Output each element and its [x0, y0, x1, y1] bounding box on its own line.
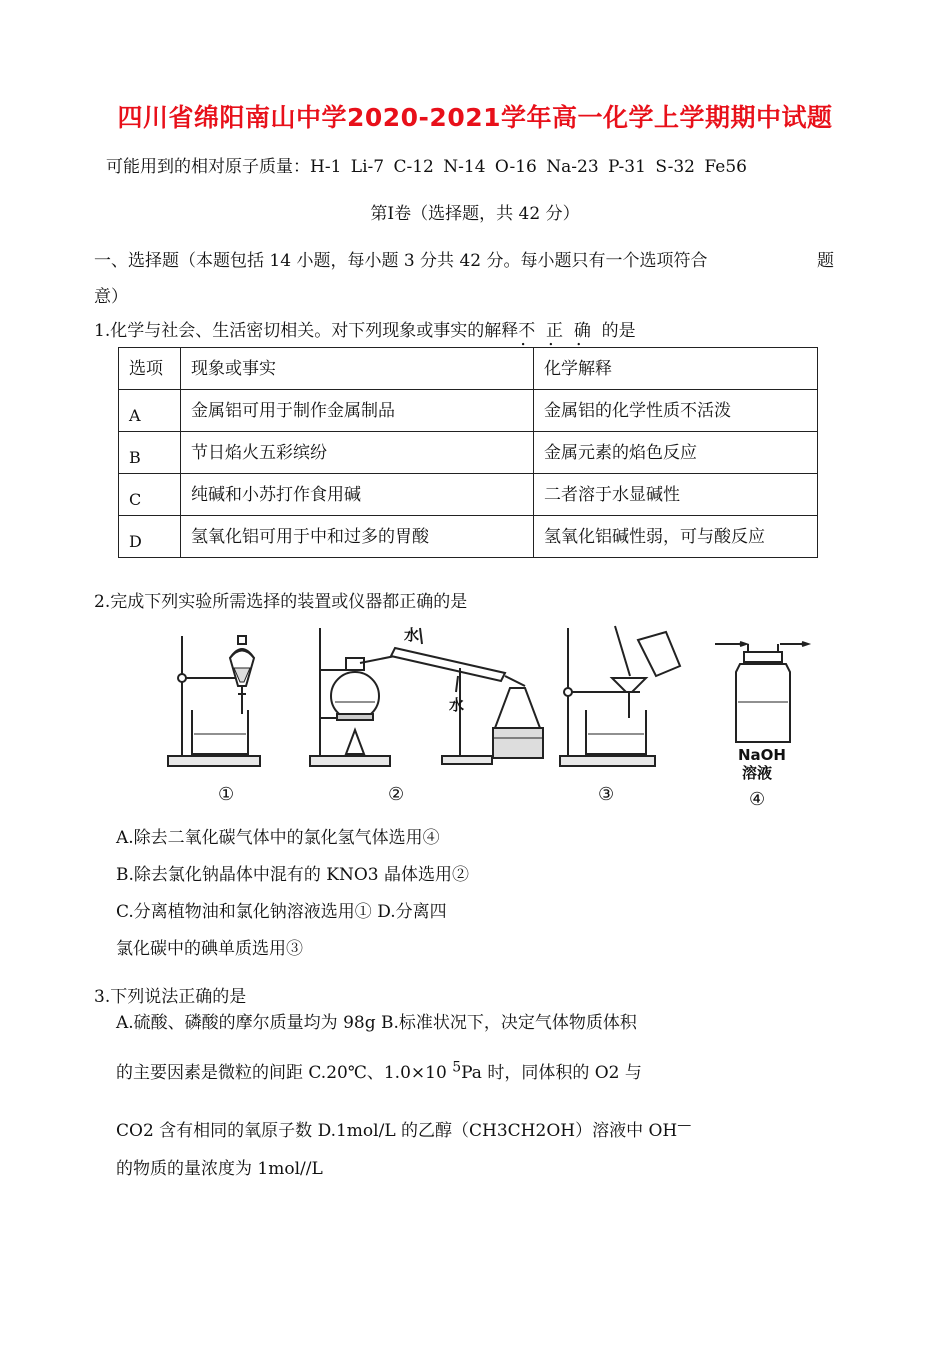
- table-row: [119, 516, 818, 558]
- question-3-line2-b: Pa 时，同体积的 O2 与: [461, 1063, 642, 1083]
- figure-label-2: ②: [388, 784, 405, 805]
- emphasis-char: 不: [518, 321, 536, 341]
- atomic-masses: 可能用到的相对原子质量：H-1 Li-7 C-12 N-14 O-16 Na-23 P-31 S-32 Fe56: [106, 157, 747, 177]
- explanation-cell: 金属元素的焰色反应: [534, 432, 818, 474]
- question-3-line4: 的物质的量浓度为 1mol//L: [116, 1159, 323, 1179]
- question-1-table: [118, 347, 818, 558]
- table-row: [119, 474, 818, 516]
- solution-label: 溶液: [742, 764, 773, 782]
- option-cell: D: [119, 516, 181, 558]
- question-3-stem: 3.下列说法正确的是: [94, 987, 247, 1007]
- option-cell: A: [119, 390, 181, 432]
- table-row: [119, 390, 818, 432]
- header-cell: 选项: [119, 348, 181, 390]
- emphasis-char: 正: [546, 321, 564, 341]
- section-heading: 第Ⅰ卷（选择题，共 42 分）: [370, 204, 580, 224]
- instructions-line1: [94, 246, 834, 271]
- option-d: 氯化碳中的碘单质选用③: [116, 939, 303, 959]
- question-3-line1: A.硫酸、磷酸的摩尔质量均为 98g B.标准状况下，决定气体物质体积: [116, 1013, 637, 1033]
- instructions-text: 一、选择题（本题包括 14 小题，每小题 3 分共 42 分。每小题只有一个选项符合: [94, 251, 708, 271]
- fact-cell: 纯碱和小苏打作食用碱: [181, 474, 534, 516]
- question-1-prefix: 1.化学与社会、生活密切相关。对下列现象或事实的解释: [94, 321, 519, 341]
- header-cell: 现象或事实: [181, 348, 534, 390]
- charge-sign: —: [677, 1117, 692, 1134]
- water-label: 水: [449, 696, 465, 714]
- figure-label-4: ④: [749, 789, 766, 808]
- option-a: A.除去二氧化碳气体中的氯化氢气体选用④: [116, 828, 440, 848]
- option-b: B.除去氯化钠晶体中混有的 KNO3 晶体选用②: [116, 865, 470, 885]
- question-1-stem: [94, 316, 636, 341]
- question-3-line3: [116, 1116, 691, 1141]
- fact-cell: 金属铝可用于制作金属制品: [181, 390, 534, 432]
- distillation-apparatus: [310, 628, 543, 766]
- figure-label-1: ①: [218, 784, 235, 805]
- question-1-suffix: 的是: [601, 321, 636, 341]
- question-3-line2: [116, 1058, 642, 1083]
- explanation-cell: 氢氧化铝碱性弱，可与酸反应: [534, 516, 818, 558]
- document-title: 四川省绵阳南山中学2020-2021学年高一化学上学期期中试题: [117, 103, 833, 132]
- question-3-line3-text: CO2 含有相同的氧原子数 D.1mol/L 的乙醇（CH3CH2OH）溶液中 OH: [116, 1121, 678, 1141]
- question-3-line2-a: 的主要因素是微粒的间距 C.20℃、1.0×10: [116, 1063, 447, 1083]
- fact-cell: 氢氧化铝可用于中和过多的胃酸: [181, 516, 534, 558]
- instructions-line2: 意）: [94, 287, 128, 307]
- explanation-cell: 金属铝的化学性质不活泼: [534, 390, 818, 432]
- explanation-cell: 二者溶于水显碱性: [534, 474, 818, 516]
- figure-label-3: ③: [598, 784, 615, 805]
- option-cell: C: [119, 474, 181, 516]
- gas-washing-bottle: [715, 642, 808, 742]
- naoh-label: NaOH: [738, 746, 786, 764]
- exponent: 5: [452, 1059, 462, 1076]
- table-row: [119, 432, 818, 474]
- question-2-stem: 2.完成下列实验所需选择的装置或仪器都正确的是: [94, 592, 468, 612]
- filtration-apparatus: [560, 626, 680, 766]
- table-header-row: [119, 348, 818, 390]
- water-label: 水: [404, 626, 420, 644]
- emphasis-char: 确: [573, 321, 591, 341]
- instructions-tail: 题: [817, 251, 834, 271]
- option-c: C.分离植物油和氯化钠溶液选用① D.分离四: [116, 902, 447, 922]
- fact-cell: 节日焰火五彩缤纷: [181, 432, 534, 474]
- apparatus-figure: [160, 618, 840, 808]
- header-cell: 化学解释: [534, 348, 818, 390]
- option-cell: B: [119, 432, 181, 474]
- separatory-funnel-apparatus: [168, 636, 260, 766]
